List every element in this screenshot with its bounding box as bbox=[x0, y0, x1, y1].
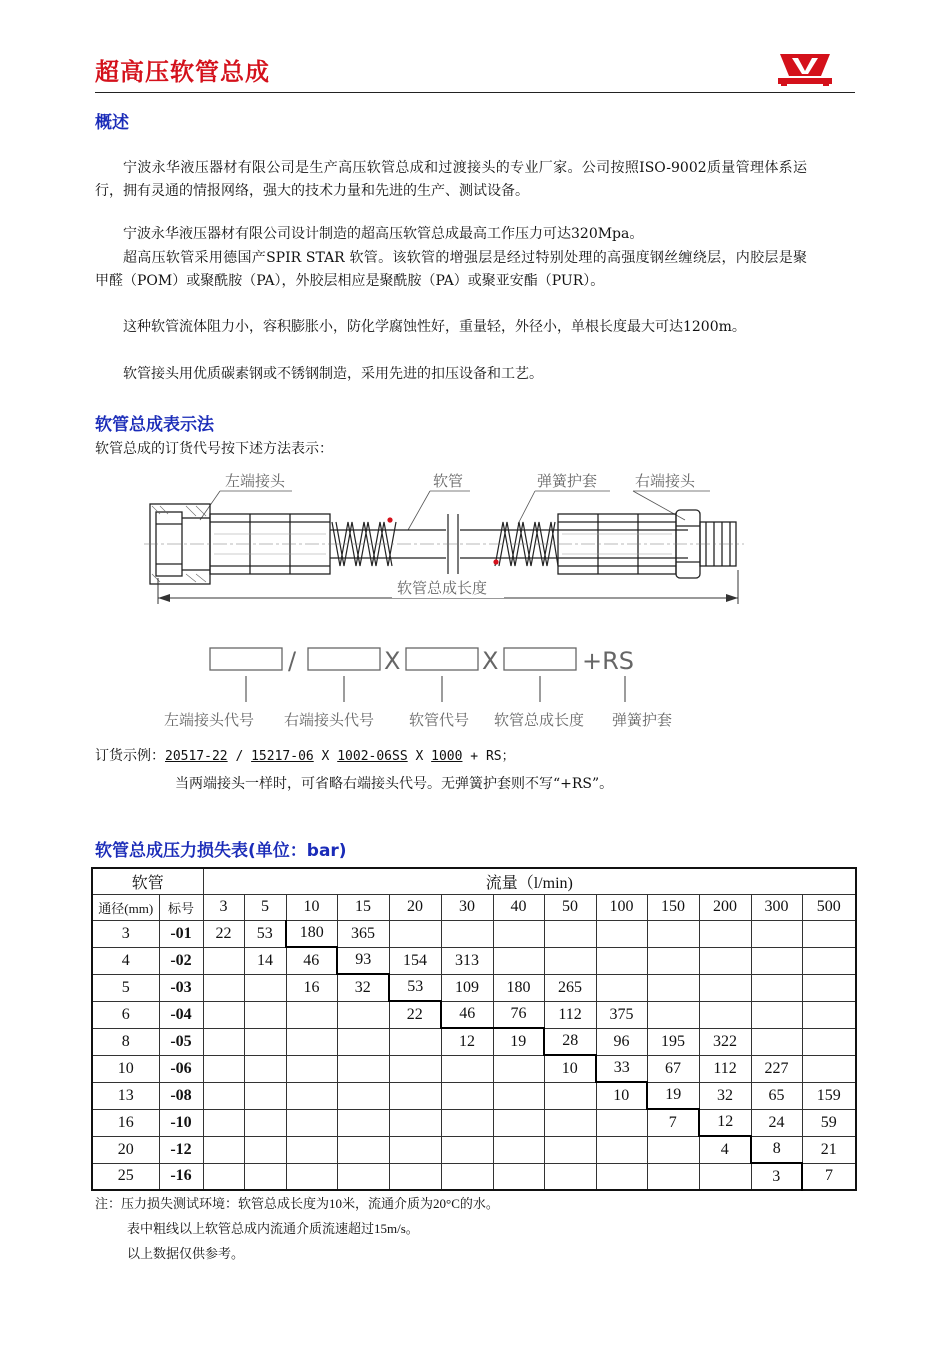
loss-value-cell: 67 bbox=[647, 1055, 699, 1082]
loss-value-cell bbox=[596, 974, 647, 1001]
flow-header-cell: 300 bbox=[751, 894, 802, 920]
loss-value-cell bbox=[493, 1136, 544, 1163]
loss-value-cell bbox=[596, 920, 647, 947]
loss-value-cell bbox=[544, 1109, 596, 1136]
loss-value-cell: 53 bbox=[389, 974, 441, 1001]
overview-paragraph-2: 宁波永华液压器材有限公司设计制造的超高压软管总成最高工作压力可达320Mpa。 bbox=[123, 226, 644, 242]
loss-value-cell: 154 bbox=[389, 947, 441, 974]
bore-cell: 6 bbox=[92, 1001, 159, 1028]
callout-left-fitting: 左端接头 bbox=[225, 472, 286, 490]
loss-value-cell bbox=[244, 974, 286, 1001]
order-example-prefix: 订货示例： bbox=[95, 748, 165, 764]
code-cell: -08 bbox=[159, 1082, 203, 1109]
code-cell: -04 bbox=[159, 1001, 203, 1028]
loss-value-cell bbox=[647, 1136, 699, 1163]
code-cell: -10 bbox=[159, 1109, 203, 1136]
table-note-1: 注：压力损失测试环境：软管总成长度为10米，流通介质为20°C的水。 bbox=[95, 1196, 499, 1211]
loss-value-cell: 10 bbox=[544, 1055, 596, 1082]
order-example-sep-3: X bbox=[407, 749, 432, 764]
loss-value-cell bbox=[802, 1055, 856, 1082]
loss-value-cell bbox=[203, 974, 244, 1001]
order-example-right: 15217-06 bbox=[251, 749, 314, 764]
flow-header-cell: 150 bbox=[647, 894, 699, 920]
loss-value-cell bbox=[337, 1055, 389, 1082]
loss-value-cell bbox=[493, 947, 544, 974]
code-x-1: X bbox=[384, 647, 401, 675]
overview-paragraph-1: 宁波永华液压器材有限公司是生产高压软管总成和过渡接头的专业厂家。公司按照ISO-9002质量管理体系运行，拥有灵通的情报网络，强大的技术力量和先进的生产、测试设备。 bbox=[95, 160, 807, 199]
loss-value-cell: 19 bbox=[647, 1082, 699, 1109]
loss-value-cell: 93 bbox=[337, 947, 389, 974]
loss-value-cell bbox=[802, 1028, 856, 1055]
loss-value-cell bbox=[244, 1001, 286, 1028]
loss-value-cell: 12 bbox=[699, 1109, 751, 1136]
bore-cell: 4 bbox=[92, 947, 159, 974]
loss-value-cell bbox=[337, 1082, 389, 1109]
loss-value-cell bbox=[441, 1055, 493, 1082]
loss-value-cell: 53 bbox=[244, 920, 286, 947]
loss-value-cell: 96 bbox=[596, 1028, 647, 1055]
hose-header: 软管 bbox=[92, 868, 203, 894]
callout-hose: 软管 bbox=[433, 472, 464, 490]
loss-value-cell: 32 bbox=[337, 974, 389, 1001]
loss-value-cell bbox=[389, 1136, 441, 1163]
order-example-length: 1000 bbox=[431, 749, 463, 764]
loss-value-cell bbox=[203, 1082, 244, 1109]
loss-value-cell bbox=[389, 1163, 441, 1190]
loss-value-cell bbox=[441, 1109, 493, 1136]
loss-value-cell bbox=[389, 1082, 441, 1109]
loss-value-cell: 76 bbox=[493, 1001, 544, 1028]
order-example-tail: + RS； bbox=[462, 749, 515, 764]
table-row bbox=[92, 1055, 856, 1082]
loss-value-cell bbox=[441, 1136, 493, 1163]
loss-value-cell bbox=[244, 1055, 286, 1082]
loss-value-cell bbox=[544, 1163, 596, 1190]
loss-value-cell: 59 bbox=[802, 1109, 856, 1136]
loss-value-cell bbox=[441, 1082, 493, 1109]
loss-value-cell bbox=[802, 920, 856, 947]
order-example-left: 20517-22 bbox=[165, 749, 228, 764]
loss-value-cell bbox=[544, 947, 596, 974]
loss-value-cell bbox=[647, 920, 699, 947]
loss-value-cell: 21 bbox=[802, 1136, 856, 1163]
loss-value-cell bbox=[647, 1001, 699, 1028]
order-example-note: 当两端接头一样时，可省略右端接头代号。无弹簧护套则不写“+RS”。 bbox=[175, 776, 614, 792]
loss-value-cell bbox=[203, 947, 244, 974]
loss-value-cell: 16 bbox=[286, 974, 337, 1001]
company-logo bbox=[778, 52, 832, 86]
bore-cell: 13 bbox=[92, 1082, 159, 1109]
loss-value-cell bbox=[203, 1163, 244, 1190]
loss-value-cell bbox=[699, 1001, 751, 1028]
dimension-length-label: 软管总成长度 bbox=[397, 579, 488, 597]
loss-value-cell: 180 bbox=[493, 974, 544, 1001]
loss-value-cell bbox=[596, 947, 647, 974]
loss-value-cell bbox=[389, 1028, 441, 1055]
loss-value-cell bbox=[751, 1028, 802, 1055]
table-row bbox=[92, 974, 856, 1001]
flow-header-cell: 30 bbox=[441, 894, 493, 920]
loss-value-cell bbox=[751, 920, 802, 947]
loss-value-cell: 32 bbox=[699, 1082, 751, 1109]
loss-value-cell bbox=[751, 974, 802, 1001]
code-cell: -03 bbox=[159, 974, 203, 1001]
loss-value-cell: 65 bbox=[751, 1082, 802, 1109]
bore-cell: 25 bbox=[92, 1163, 159, 1190]
code-cell: -12 bbox=[159, 1136, 203, 1163]
loss-value-cell bbox=[389, 1109, 441, 1136]
loss-value-cell bbox=[647, 1163, 699, 1190]
overview-paragraph-4: 这种软管流体阻力小，容积膨胀小，防化学腐蚀性好，重量轻，外径小，单根长度最大可达1200m。 bbox=[123, 319, 746, 335]
loss-value-cell bbox=[389, 1055, 441, 1082]
page-title: 超高压软管总成 bbox=[95, 58, 270, 86]
loss-value-cell bbox=[286, 1109, 337, 1136]
code-slash: / bbox=[288, 647, 297, 675]
loss-value-cell: 109 bbox=[441, 974, 493, 1001]
flow-header-cell: 20 bbox=[389, 894, 441, 920]
loss-value-cell bbox=[802, 974, 856, 1001]
overview-paragraph-5: 软管接头用优质碳素钢或不锈钢制造，采用先进的扣压设备和工艺。 bbox=[123, 366, 543, 382]
loss-value-cell bbox=[203, 1055, 244, 1082]
loss-value-cell bbox=[244, 1163, 286, 1190]
loss-value-cell bbox=[802, 947, 856, 974]
loss-value-cell bbox=[244, 1109, 286, 1136]
loss-value-cell bbox=[596, 1163, 647, 1190]
loss-value-cell bbox=[203, 1109, 244, 1136]
loss-value-cell bbox=[389, 920, 441, 947]
loss-value-cell: 322 bbox=[699, 1028, 751, 1055]
callout-right-fitting: 右端接头 bbox=[635, 472, 696, 490]
loss-value-cell bbox=[286, 1028, 337, 1055]
order-code-diagram bbox=[150, 640, 710, 740]
table-header-row-1 bbox=[92, 868, 856, 894]
bore-cell: 20 bbox=[92, 1136, 159, 1163]
loss-value-cell bbox=[337, 1136, 389, 1163]
loss-value-cell bbox=[596, 1136, 647, 1163]
loss-value-cell bbox=[493, 1082, 544, 1109]
loss-value-cell bbox=[441, 1163, 493, 1190]
loss-value-cell: 265 bbox=[544, 974, 596, 1001]
overview-paragraph-3: 超高压软管采用德国产SPIR STAR 软管。该软管的增强层是经过特别处理的高强度钢丝缠绕层，内胶层是聚甲醛（POM）或聚酰胺（PA），外胶层相应是聚酰胺（PA）或聚亚安酯（PUR）。 bbox=[95, 250, 807, 289]
loss-value-cell bbox=[244, 1028, 286, 1055]
loss-value-cell bbox=[647, 947, 699, 974]
loss-value-cell bbox=[493, 1109, 544, 1136]
loss-value-cell bbox=[802, 1001, 856, 1028]
loss-value-cell bbox=[493, 1055, 544, 1082]
loss-value-cell bbox=[286, 1082, 337, 1109]
section-heading-loss-table: 软管总成压力损失表(单位：bar) bbox=[95, 841, 347, 861]
loss-value-cell: 22 bbox=[389, 1001, 441, 1028]
code-label-right-fitting: 右端接头代号 bbox=[284, 711, 375, 729]
table-header-row-2 bbox=[92, 894, 856, 920]
loss-value-cell: 3 bbox=[751, 1163, 802, 1190]
loss-value-cell: 365 bbox=[337, 920, 389, 947]
table-row bbox=[92, 920, 856, 947]
loss-value-cell bbox=[286, 1055, 337, 1082]
flow-header-cell: 50 bbox=[544, 894, 596, 920]
hose-assembly-drawing bbox=[140, 462, 760, 612]
table-row bbox=[92, 1109, 856, 1136]
loss-value-cell: 180 bbox=[286, 920, 337, 947]
loss-value-cell bbox=[699, 1163, 751, 1190]
flow-header-cell: 100 bbox=[596, 894, 647, 920]
loss-value-cell: 14 bbox=[244, 947, 286, 974]
table-row bbox=[92, 1082, 856, 1109]
loss-value-cell bbox=[544, 1136, 596, 1163]
loss-value-cell bbox=[751, 947, 802, 974]
table-note-3: 以上数据仅供参考。 bbox=[127, 1246, 245, 1261]
loss-value-cell bbox=[244, 1136, 286, 1163]
flow-header-cell: 3 bbox=[203, 894, 244, 920]
loss-value-cell: 375 bbox=[596, 1001, 647, 1028]
loss-value-cell: 8 bbox=[751, 1136, 802, 1163]
loss-value-cell bbox=[493, 1163, 544, 1190]
loss-value-cell bbox=[544, 1082, 596, 1109]
loss-value-cell: 7 bbox=[647, 1109, 699, 1136]
loss-value-cell: 22 bbox=[203, 920, 244, 947]
code-label-hose: 软管代号 bbox=[409, 711, 470, 729]
loss-value-cell bbox=[751, 1001, 802, 1028]
loss-value-cell: 19 bbox=[493, 1028, 544, 1055]
loss-value-cell bbox=[337, 1028, 389, 1055]
table-row bbox=[92, 1028, 856, 1055]
code-cell: -02 bbox=[159, 947, 203, 974]
flow-header-cell: 10 bbox=[286, 894, 337, 920]
loss-value-cell bbox=[441, 920, 493, 947]
loss-value-cell bbox=[244, 1082, 286, 1109]
pressure-loss-table bbox=[91, 867, 857, 1191]
order-example-sep-2: X bbox=[313, 749, 338, 764]
loss-value-cell bbox=[596, 1109, 647, 1136]
loss-value-cell bbox=[286, 1001, 337, 1028]
code-label-spring: 弹簧护套 bbox=[612, 711, 673, 729]
code-cell: -16 bbox=[159, 1163, 203, 1190]
bore-cell: 5 bbox=[92, 974, 159, 1001]
loss-value-cell bbox=[286, 1163, 337, 1190]
loss-value-cell: 28 bbox=[544, 1028, 596, 1055]
loss-value-cell bbox=[699, 920, 751, 947]
loss-value-cell bbox=[286, 1136, 337, 1163]
code-header: 标号 bbox=[159, 894, 203, 920]
bore-cell: 10 bbox=[92, 1055, 159, 1082]
loss-value-cell bbox=[203, 1001, 244, 1028]
code-label-left-fitting: 左端接头代号 bbox=[164, 711, 255, 729]
loss-value-cell: 24 bbox=[751, 1109, 802, 1136]
code-suffix-rs: +RS bbox=[582, 647, 635, 675]
loss-value-cell: 12 bbox=[441, 1028, 493, 1055]
code-x-2: X bbox=[482, 647, 499, 675]
loss-value-cell bbox=[647, 974, 699, 1001]
loss-value-cell bbox=[337, 1163, 389, 1190]
loss-value-cell bbox=[544, 920, 596, 947]
loss-value-cell bbox=[203, 1136, 244, 1163]
code-label-length: 软管总成长度 bbox=[494, 711, 585, 729]
loss-value-cell: 33 bbox=[596, 1055, 647, 1082]
callout-spring: 弹簧护套 bbox=[537, 472, 598, 490]
order-example bbox=[95, 745, 515, 765]
loss-value-cell: 227 bbox=[751, 1055, 802, 1082]
table-row bbox=[92, 1136, 856, 1163]
order-example-sep-1: / bbox=[227, 749, 252, 764]
table-row bbox=[92, 947, 856, 974]
loss-value-cell: 112 bbox=[699, 1055, 751, 1082]
loss-value-cell bbox=[337, 1109, 389, 1136]
table-row bbox=[92, 1001, 856, 1028]
notation-intro: 软管总成的订货代号按下述方法表示： bbox=[95, 441, 333, 457]
table-note-2: 表中粗线以上软管总成内流通介质流速超过15m/s。 bbox=[127, 1221, 419, 1236]
flow-header-cell: 200 bbox=[699, 894, 751, 920]
section-heading-overview: 概述 bbox=[95, 113, 129, 133]
flow-header-cell: 40 bbox=[493, 894, 544, 920]
order-example-hose: 1002-06SS bbox=[337, 749, 408, 764]
flow-header-cell: 15 bbox=[337, 894, 389, 920]
flow-header-cell: 5 bbox=[244, 894, 286, 920]
code-cell: -06 bbox=[159, 1055, 203, 1082]
loss-value-cell: 10 bbox=[596, 1082, 647, 1109]
bore-cell: 16 bbox=[92, 1109, 159, 1136]
bore-cell: 3 bbox=[92, 920, 159, 947]
loss-value-cell: 7 bbox=[802, 1163, 856, 1190]
header-rule bbox=[95, 92, 855, 93]
flow-header: 流量（l/min) bbox=[203, 868, 856, 894]
loss-value-cell bbox=[337, 1001, 389, 1028]
table-row bbox=[92, 1163, 856, 1190]
loss-value-cell bbox=[493, 920, 544, 947]
bore-header: 通径(mm) bbox=[92, 894, 159, 920]
loss-value-cell: 159 bbox=[802, 1082, 856, 1109]
section-heading-notation: 软管总成表示法 bbox=[95, 415, 214, 435]
loss-value-cell: 313 bbox=[441, 947, 493, 974]
loss-value-cell: 46 bbox=[441, 1001, 493, 1028]
loss-value-cell bbox=[699, 947, 751, 974]
flow-header-cell: 500 bbox=[802, 894, 856, 920]
loss-value-cell: 4 bbox=[699, 1136, 751, 1163]
loss-value-cell: 112 bbox=[544, 1001, 596, 1028]
loss-value-cell: 195 bbox=[647, 1028, 699, 1055]
code-cell: -05 bbox=[159, 1028, 203, 1055]
loss-value-cell: 46 bbox=[286, 947, 337, 974]
loss-value-cell bbox=[203, 1028, 244, 1055]
bore-cell: 8 bbox=[92, 1028, 159, 1055]
loss-value-cell bbox=[699, 974, 751, 1001]
code-cell: -01 bbox=[159, 920, 203, 947]
